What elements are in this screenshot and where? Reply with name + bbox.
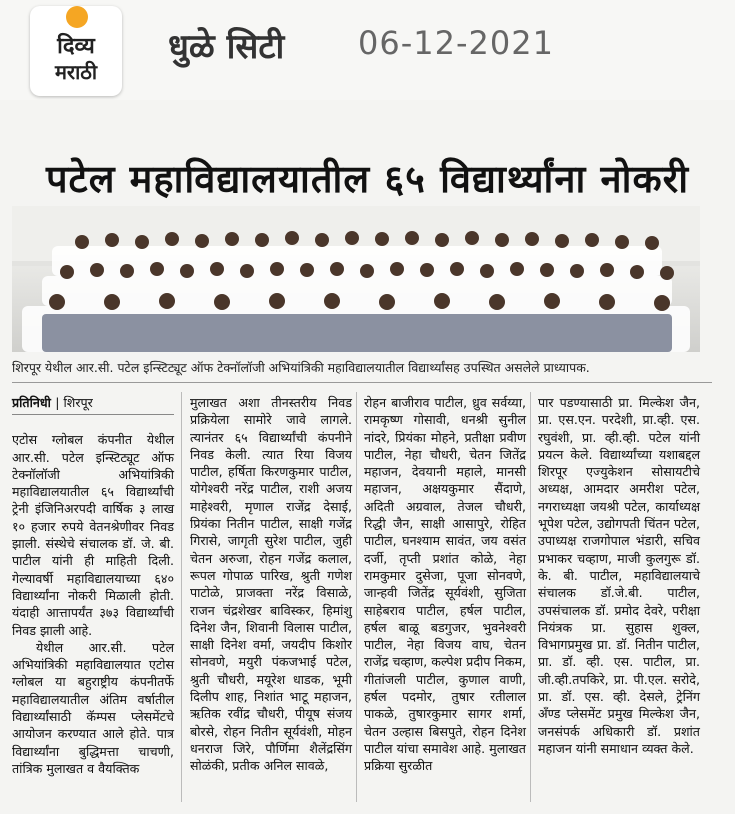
column-divider — [356, 392, 357, 802]
byline-place: | शिरपूर — [55, 395, 93, 410]
column-divider — [530, 392, 531, 802]
article-column-4: पार पडण्यासाठी प्रा. मिल्केश जैन, प्रा. एस.एन. परदेशी, प्रा.व्ही. एस. रघुवंशी, प्रा. व्ही.व्ही. पटेल यांनी प्रयत्न केले. विद्यार्थ्यांच्या यशाबद्दल शिरपूर एज्युकेशन सोसायटीचे अध्यक्ष, आमदार अमरीश पटेल, नगराध्यक्षा जयश्री पटेल, कार्याध्यक्ष भूपेश पटेल, उद्योगपती चिंतन पटेल, उपाध्यक्ष राजगोपाल भंडारी, सचिव प्रभाकर चव्हाण, माजी कुलगुरू डॉ. के. बी. पाटील, महाविद्यालयाचे संचालक डॉ.जे.बी. पाटील, उपसंचालक डॉ. प्रमोद देवरे, परीक्षा नियंत्रक प्रा. सुहास शुक्ल, विभागप्रमुख प्रा. डॉ. नितीन पाटील, प्रा. डॉ. व्ही. एस. पाटील, प्रा. जी.व्ही.तपकिरे, प्रा. पी.एल. सरोदे, प्रा. डॉ. एस. व्ही. देसले, ट्रेनिंग अँण्ड प्लेसमेंट प्रमुख मिल्केश जैन, जनसंपर्क अधिकारी डॉ. प्रशांत महाजन यांनी समाधान व्यक्त केले. — [538, 395, 700, 756]
article-column-2: मुलाखत अशा तीनस्तरीय निवड प्रक्रियेला सामोरे जावे लागले. त्यानंतर ६५ विद्यार्थ्यांची कंपनीने निवड केली. त्यात रिया विजय पाटील, हर्षिता किरणकुमार पाटील, योगेश्वरी नरेंद्र पाटील, राशी अजय माहेश्वरी, मृणाल राजेंद्र देसाई, प्रियंका नितीन पाटील, साक्षी गजेंद्र गिरासे, जागृती सुरेश पाटील, जुही चेतन अरुजा, रोहन गजेंद्र कलाल, रूपल गोपाळ पारिख, श्रुती गणेश पाटोळे, प्राजक्ता नरेंद्र विसाळे, राजन चंद्रशेखर बाविस्कर, हिमांशु दिनेश जैन, शिवानी विलास पाटील, साक्षी दिनेश वर्मा, जयदीप किशोर सोनवणे, मयुरी पंकजभाई पटेल, श्रुती चौधरी, मयूरेश धाडक, भूमी दिलीप शाह, निशांत भाटू महाजन, ऋतिक रवींद्र चौधरी, पीयूष संजय बोरसे, रोहन नितीन सूर्यवंशी, मोहन धनराज जिरे, पौर्णिमा शैलेंद्रसिंग सोळंकी, प्रतीक अनिल सावळे, — [190, 395, 352, 774]
group-photo-illustration — [12, 206, 700, 352]
headline: पटेल महाविद्यालयातील ६५ विद्यार्थ्यांना नोकरी — [45, 157, 690, 201]
caption-divider — [12, 382, 712, 383]
sun-icon — [66, 6, 88, 28]
divya-marathi-logo — [30, 6, 122, 96]
header-bar — [0, 0, 735, 100]
photo-caption: शिरपूर येथील आर.सी. पटेल इन्स्टिट्यूट ऑफ टेक्नॉलॉजी अभियांत्रिकी महाविद्यालयातील विद्यार्थ्यांसह उपस्थित असलेले प्राध्यापक. — [12, 360, 590, 375]
edition-date: 06-12-2021 — [358, 24, 554, 62]
paragraph-1: एटोस ग्लोबल कंपनीत येथील आर.सी. पटेल इन्स्टिट्यूट ऑफ टेक्नॉलॉजी अभियांत्रिकी महाविद्यालयातील ६५ विद्यार्थ्यांची ट्रेनी इंजिनिअरपदी वार्षिक ३ लाख १० हजार रुपये वेतनश्रेणीवर निवड झाली. संस्थेचे संचालक डॉ. जे. बी. पाटील यांनी ही माहिती दिली. गेल्यावर्षी महाविद्यालयाच्या ६४० विद्यार्थ्यांना नोकरी मिळाली होती. यंदाही आत्तापर्यंत ३७३ विद्यार्थ्यांची निवड झाली आहे. — [12, 432, 174, 638]
byline — [12, 394, 174, 415]
edition-city: धुळे सिटी — [168, 27, 285, 67]
paragraph-2: येथील आर.सी. पटेल अभियांत्रिकी महाविद्यालयात एटोस ग्लोबल या बहुराष्ट्रीय कंपनीतर्फे महाविद्यालयातील अंतिम वर्षातील विद्यार्थ्यांसाठी कॅम्पस प्लेसमेंटचे आयोजन करण्यात आले होते. पात्र विद्यार्थ्यांना बुद्धिमत्ता चाचणी, तांत्रिक मुलाखत व वैयक्तिक — [12, 639, 174, 776]
article-column-3: रोहन बाजीराव पाटील, ध्रुव सर्वय्या, रामकृष्ण गोसावी, धनश्री सुनील नांदरे, प्रियंका मोहने, प्रतीक्षा प्रवीण पाटील, नेहा चौधरी, चेतन जितेंद्र महाजन, देवयानी महाले, मानसी महाजन, अक्षयकुमार सैंदाणे, अदिती अग्रवाल, तेजल चौधरी, रिद्धी जैन, साक्षी आसापुरे, रोहित पाटील, घनश्याम सावंत, जय वसंत दर्जी, तृप्ती प्रशांत कोळे, नेहा रामकुमार दुसेजा, पूजा सोनवणे, जान्हवी जितेंद्र सूर्यवंशी, सुजिता साहेबराव पाटील, हर्षल पाटील, हर्षल बाळू बडगुजर, भुवनेश्वरी पाटील, नेहा विजय वाघ, चेतन राजेंद्र चव्हाण, कल्पेश प्रदीप निकम, गीतांजली पाटील, कुणाल वाणी, हर्षल पदमोर, तुषार रतीलाल पाकळे, तुषारकुमार सागर शर्मा, चेतन उल्हास बिसपुते, रोहन दिनेश पाटील यांचा समावेश आहे. मुलाखत प्रक्रिया सुरळीत — [364, 395, 526, 774]
byline-label: प्रतिनिधी — [12, 395, 51, 410]
group-photo — [12, 206, 700, 352]
logo-line-2: मराठी — [54, 60, 98, 84]
logo-line-1: दिव्य — [57, 34, 95, 59]
article-column-1 — [12, 394, 174, 777]
column-divider — [181, 392, 182, 802]
